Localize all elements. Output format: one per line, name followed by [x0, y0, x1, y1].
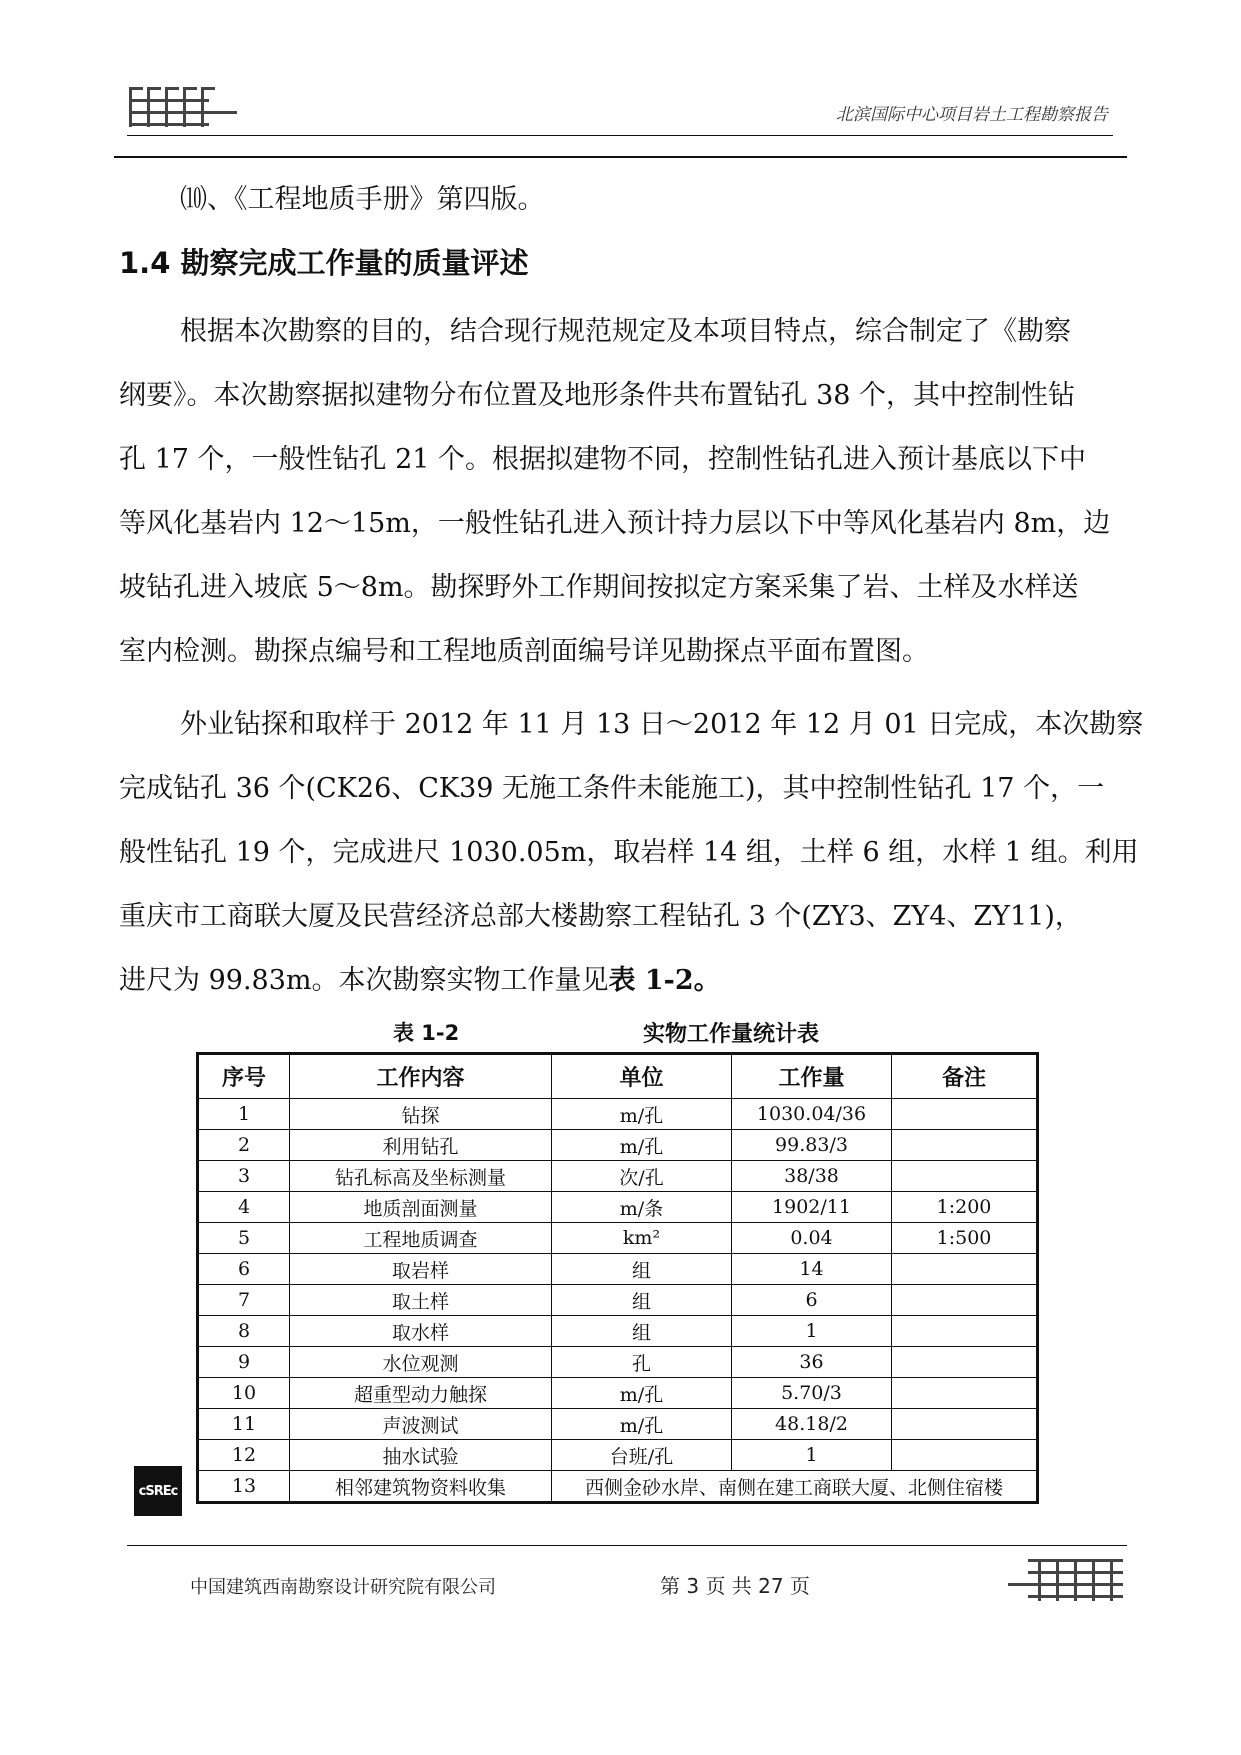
table-row [198, 1285, 1038, 1316]
cell-number: 13 [198, 1471, 290, 1503]
cell-unit: 组 [552, 1316, 732, 1347]
cell-remark [892, 1285, 1038, 1316]
table-row [198, 1316, 1038, 1347]
cell-content: 取岩样 [290, 1254, 552, 1285]
cell-remark [892, 1316, 1038, 1347]
cell-quantity: 1030.04/36 [732, 1099, 892, 1130]
cell-unit: m/孔 [552, 1409, 732, 1440]
company-logo-header [127, 85, 237, 133]
reference-item: ⑽、《工程地质手册》第四版。 [180, 184, 545, 215]
cell-unit: 台班/孔 [552, 1440, 732, 1471]
header-cell-content: 工作内容 [290, 1054, 552, 1099]
cell-remark: 1:200 [892, 1192, 1038, 1223]
paragraph-line: 坡钻孔进入坡底 5～8m。勘探野外工作期间按拟定方案采集了岩、土样及水样送 [119, 572, 1079, 603]
table-row [198, 1471, 1038, 1503]
cell-number: 2 [198, 1130, 290, 1161]
cell-remark [892, 1347, 1038, 1378]
paragraph-line: 纲要》。本次勘察据拟建物分布位置及地形条件共布置钻孔 38 个，其中控制性钻 [119, 380, 1076, 411]
cell-quantity: 14 [732, 1254, 892, 1285]
cell-unit: m/孔 [552, 1130, 732, 1161]
cell-remark [892, 1254, 1038, 1285]
cell-quantity: 6 [732, 1285, 892, 1316]
cell-content: 取土样 [290, 1285, 552, 1316]
footer-company-name: 中国建筑西南勘察设计研究院有限公司 [190, 1577, 496, 1598]
cell-unit: km² [552, 1223, 732, 1254]
table-row [198, 1347, 1038, 1378]
cell-unit: m/孔 [552, 1099, 732, 1130]
cell-quantity: 1 [732, 1316, 892, 1347]
paragraph-line: 室内检测。勘探点编号和工程地质剖面编号详见勘探点平面布置图。 [119, 636, 929, 667]
cell-number: 12 [198, 1440, 290, 1471]
table-row [198, 1378, 1038, 1409]
table-row [198, 1409, 1038, 1440]
table-row [198, 1440, 1038, 1471]
cell-quantity: 0.04 [732, 1223, 892, 1254]
table-header-row [198, 1054, 1038, 1099]
table-row [198, 1254, 1038, 1285]
cell-number: 6 [198, 1254, 290, 1285]
cell-unit: 组 [552, 1254, 732, 1285]
table-reference: 表 1-2。 [608, 965, 721, 996]
paragraph-line: 重庆市工商联大厦及民营经济总部大楼勘察工程钻孔 3 个(ZY3、ZY4、ZY11)， [119, 901, 1082, 932]
cell-remark: 1:500 [892, 1223, 1038, 1254]
cell-remark [892, 1409, 1038, 1440]
table-row [198, 1130, 1038, 1161]
cell-quantity: 48.18/2 [732, 1409, 892, 1440]
cell-unit: 次/孔 [552, 1161, 732, 1192]
cell-number: 1 [198, 1099, 290, 1130]
cell-number: 10 [198, 1378, 290, 1409]
table-row [198, 1192, 1038, 1223]
cell-quantity: 36 [732, 1347, 892, 1378]
header-rule-thick [114, 156, 1127, 158]
cell-content: 钻探 [290, 1099, 552, 1130]
cell-content: 抽水试验 [290, 1440, 552, 1471]
table-row [198, 1161, 1038, 1192]
cell-content: 水位观测 [290, 1347, 552, 1378]
cell-quantity: 1902/11 [732, 1192, 892, 1223]
header-cell-unit: 单位 [552, 1054, 732, 1099]
header-cell-remark: 备注 [892, 1054, 1038, 1099]
table-row [198, 1223, 1038, 1254]
cell-quantity: 5.70/3 [732, 1378, 892, 1409]
cell-remark [892, 1378, 1038, 1409]
cell-unit: 组 [552, 1285, 732, 1316]
cell-quantity: 1 [732, 1440, 892, 1471]
cell-number: 3 [198, 1161, 290, 1192]
paragraph-line: 孔 17 个，一般性钻孔 21 个。根据拟建物不同，控制性钻孔进入预计基底以下中 [119, 444, 1087, 475]
paragraph-line: 外业钻探和取样于 2012 年 11 月 13 日～2012 年 12 月 01 日完成，本次勘察 [180, 709, 1144, 740]
cell-number: 8 [198, 1316, 290, 1347]
company-stamp-logo: cSREc [134, 1466, 182, 1516]
cell-content: 取水样 [290, 1316, 552, 1347]
page-number: 第 3 页 共 27 页 [660, 1574, 810, 1598]
cell-remark [892, 1130, 1038, 1161]
cell-unit: 孔 [552, 1347, 732, 1378]
paragraph-line [119, 964, 721, 998]
cell-number: 4 [198, 1192, 290, 1223]
cell-content: 声波测试 [290, 1409, 552, 1440]
footer-rule [127, 1545, 1127, 1546]
company-logo-footer [1008, 1555, 1123, 1605]
cell-remark [892, 1099, 1038, 1130]
table-caption-title: 实物工作量统计表 [643, 1022, 820, 1047]
cell-remark [892, 1440, 1038, 1471]
header-cell-quantity: 工作量 [732, 1054, 892, 1099]
cell-merged-note: 西侧金砂水岸、南侧在建工商联大厦、北侧住宿楼 [552, 1471, 1038, 1503]
table-caption-number: 表 1-2 [393, 1021, 460, 1045]
document-title-header: 北滨国际中心项目岩土工程勘察报告 [836, 105, 1108, 125]
cell-content: 钻孔标高及坐标测量 [290, 1161, 552, 1192]
cell-quantity: 38/38 [732, 1161, 892, 1192]
header-rule-thin [127, 135, 1113, 136]
cell-number: 7 [198, 1285, 290, 1316]
paragraph-line: 般性钻孔 19 个，完成进尺 1030.05m，取岩样 14 组，土样 6 组，水样 1 组。利用 [119, 837, 1139, 868]
cell-content: 地质剖面测量 [290, 1192, 552, 1223]
paragraph-line: 完成钻孔 36 个(CK26、CK39 无施工条件未能施工)，其中控制性钻孔 17 个，一 [119, 773, 1105, 804]
cell-number: 9 [198, 1347, 290, 1378]
cell-quantity: 99.83/3 [732, 1130, 892, 1161]
cell-unit: m/条 [552, 1192, 732, 1223]
cell-number: 5 [198, 1223, 290, 1254]
section-heading: 1.4 勘察完成工作量的质量评述 [119, 246, 529, 280]
cell-content: 利用钻孔 [290, 1130, 552, 1161]
cell-content: 超重型动力触探 [290, 1378, 552, 1409]
paragraph-line: 根据本次勘察的目的，结合现行规范规定及本项目特点，综合制定了《勘察 [180, 316, 1071, 347]
cell-content: 相邻建筑物资料收集 [290, 1471, 552, 1503]
paragraph-text: 进尺为 99.83m。本次勘察实物工作量见 [119, 965, 609, 996]
cell-number: 11 [198, 1409, 290, 1440]
cell-remark [892, 1161, 1038, 1192]
paragraph-line: 等风化基岩内 12～15m，一般性钻孔进入预计持力层以下中等风化基岩内 8m，边 [119, 508, 1111, 539]
table-row [198, 1099, 1038, 1130]
cell-unit: m/孔 [552, 1378, 732, 1409]
header-cell-number: 序号 [198, 1054, 290, 1099]
cell-content: 工程地质调查 [290, 1223, 552, 1254]
workload-table [196, 1052, 1039, 1504]
